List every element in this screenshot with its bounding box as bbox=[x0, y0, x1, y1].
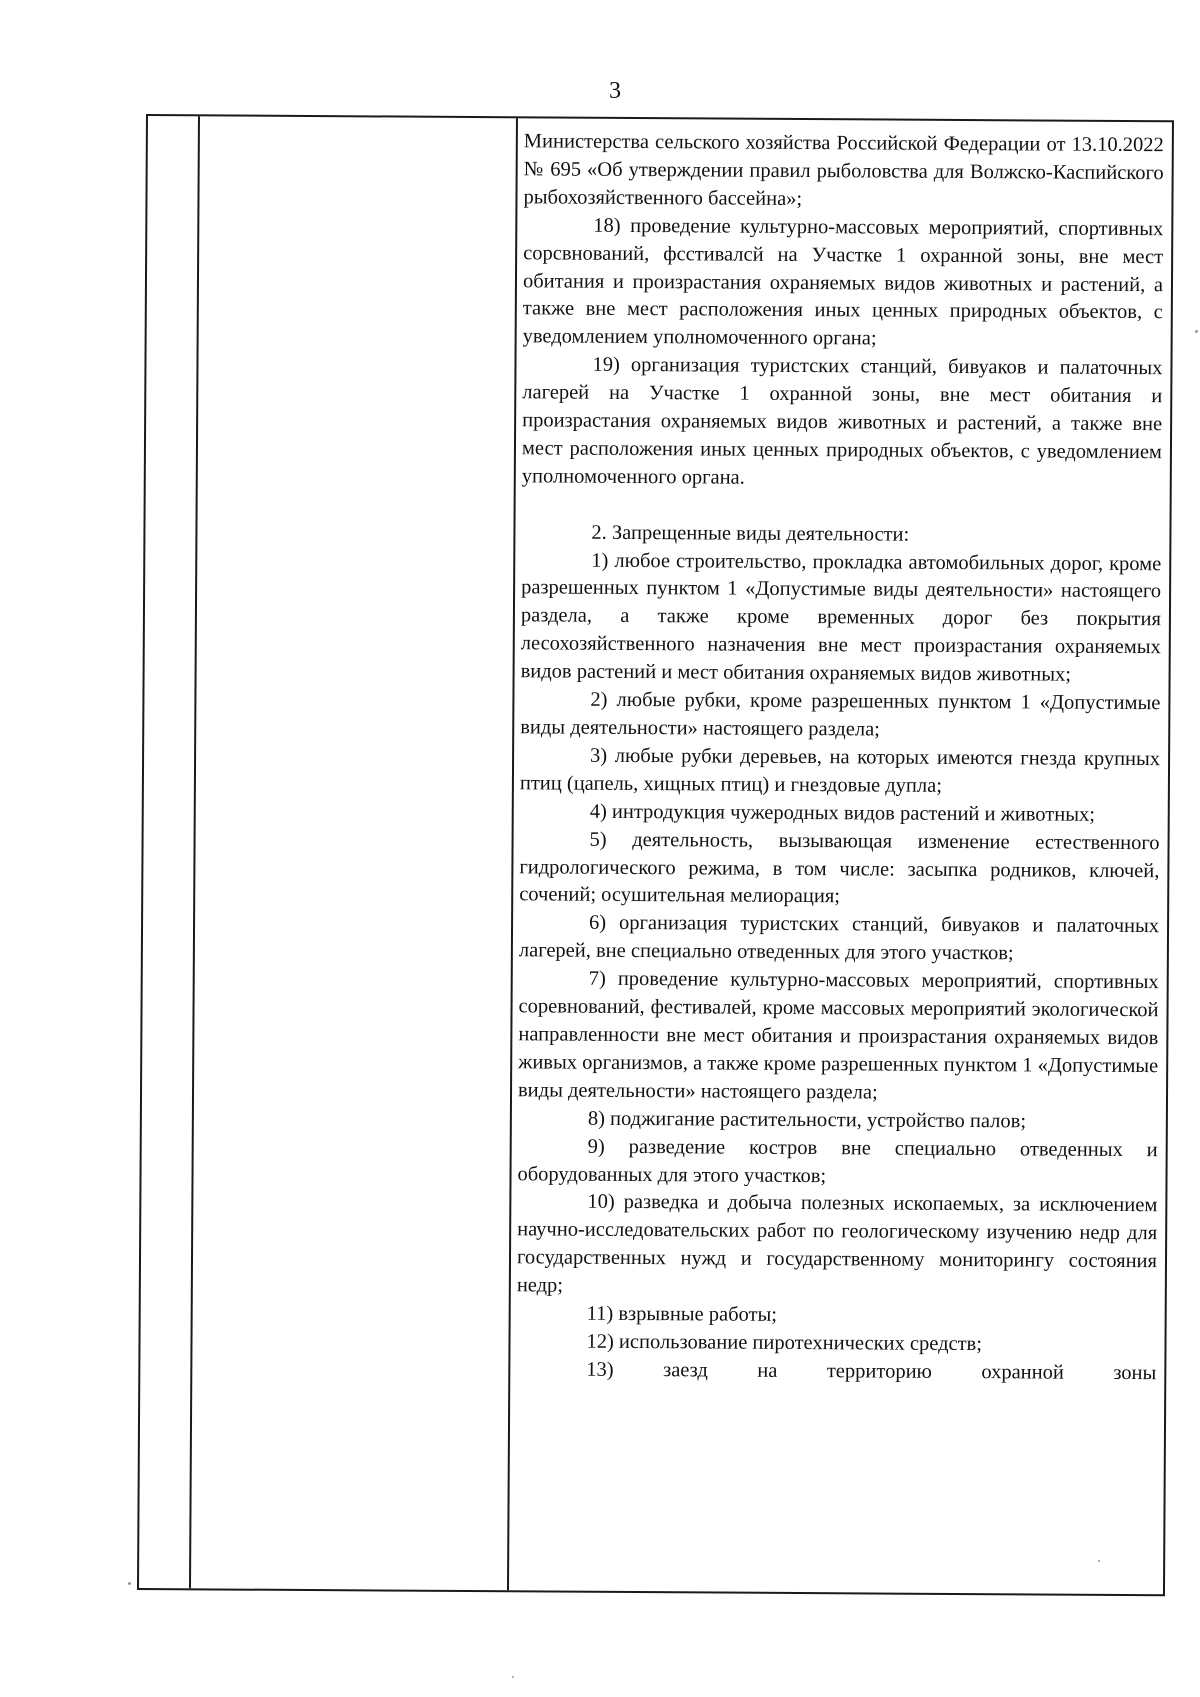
prohibited-item-4: 4) интродукция чужеродных видов растений и животных; bbox=[589, 800, 1096, 826]
scan-speck bbox=[1195, 330, 1198, 333]
prohibited-item-13: 13) заезд на территорию охранной зоны bbox=[586, 1358, 1157, 1385]
prohibited-activities-heading: 2. Запрещенные виды деятельности: bbox=[591, 521, 910, 546]
scan-speck bbox=[1098, 1560, 1100, 1562]
prohibited-item-1: 1) любое строительство, прокладка автомобильных дорог, кроме разрешенных пунктом 1 «Допустимые виды деятельности» настоящего раздела, а также кроме временных дорог без покрытия лесохозяйственного назначения вне мест произрастания охраняемых видов растений и мест обитания охраняемых видов животных; bbox=[520, 549, 1162, 686]
scan-speck bbox=[512, 1676, 514, 1678]
permitted-item-19: 19) организация туристских станций, бивуаков и палаточных лагерей на Участке 1 охранной зоны, вне мест обитания и произрастания охраняемых видов животных и растений, а также вне мест расположения иных ценных природных объектов, с уведомлением уполномоченного органа. bbox=[521, 353, 1163, 489]
page-number: 3 bbox=[609, 78, 621, 104]
prohibited-item-3: 3) любые рубки деревьев, на которых имеются гнезда крупных птиц (цапель, хищных птиц) и гнездовые дупла; bbox=[519, 744, 1161, 797]
scan-speck bbox=[128, 1582, 131, 1585]
prohibited-item-8: 8) поджигание растительности, устройство палов; bbox=[587, 1107, 1027, 1133]
prohibited-item-10: 10) разведка и добыча полезных ископаемых, за исключением научно-исследовательских работ по геологическому изучению недр для государственных нужд и государственному мониторингу состояния недр; bbox=[516, 1191, 1158, 1297]
regulation-text-cell bbox=[516, 128, 1164, 1388]
prohibited-item-2: 2) любые рубки, кроме разрешенных пунктом 1 «Допустимые виды деятельности» настоящего раздела; bbox=[520, 688, 1161, 741]
prohibited-item-9: 9) разведение костров вне специально отведенных и оборудованных для этого участков; bbox=[517, 1135, 1158, 1187]
regulation-table bbox=[137, 114, 1174, 1596]
prohibited-item-11: 11) взрывные работы; bbox=[586, 1302, 778, 1326]
prohibited-item-7: 7) проведение культурно-массовых мероприятий, спортивных соревнований, фестивалей, кроме массовых мероприятий экологической направленности вне мест обитания и произрастания охраняемых видов живых организмов, а также кроме разрешенных пунктом 1 «Допустимые виды деятельности» настоящего раздела; bbox=[517, 967, 1159, 1104]
continuation-paragraph: Министерства сельского хозяйства Российской Федерации от 13.10.2022 № 695 «Об утверждении правил рыболовства для Волжско-Каспийского рыбохозяйственного бассейна»; bbox=[523, 130, 1164, 210]
permitted-item-18: 18) проведение культурно-массовых мероприятий, спортивных сорсвнований, фсстивалсй на Участке 1 охранной зоны, вне мест обитания и произрастания охраняемых видов животных и растений, а также вне мест расположения иных ценных природных объектов, с уведомлением уполномоченного органа; bbox=[522, 214, 1164, 350]
table-column-divider-1 bbox=[189, 116, 200, 1588]
prohibited-item-6: 6) организация туристских станций, бивуаков и палаточных лагерей, вне специально отведенных для этого участков; bbox=[518, 912, 1160, 965]
prohibited-item-12: 12) использование пиротехнических средств; bbox=[586, 1330, 983, 1356]
prohibited-item-5: 5) деятельность, вызывающая изменение естественного гидрологического режима, в том числе: засыпка родников, ключей, сочений; осушительная мелиорация; bbox=[519, 828, 1160, 908]
